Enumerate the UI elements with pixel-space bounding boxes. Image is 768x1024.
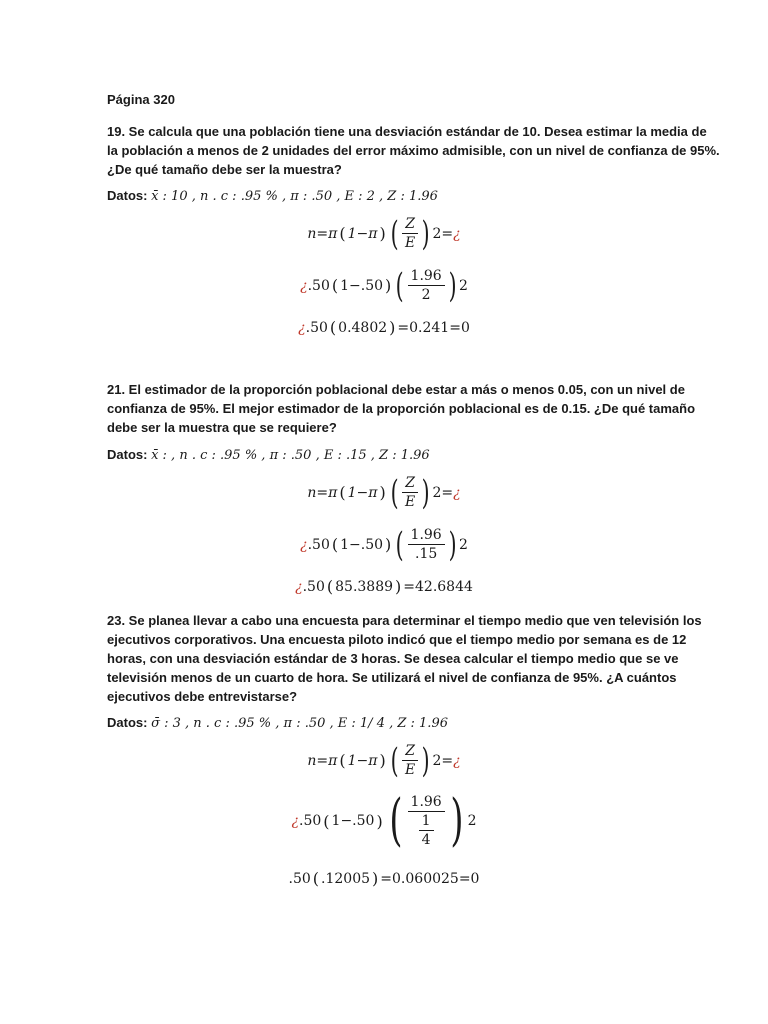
q21-equation-3: ¿ .50 ( 85.3889 ) =42.6844 <box>295 577 473 596</box>
question-23-text: 23. Se planea llevar a cabo una encuesta para determinar el tiempo medio que ven televisión los ejecutivos corporativos. Una encuesta piloto indicó que el tiempo medio por semana es de 12 horas, con una desviación estándar de 3 horas. Se desea calcular el tiempo medio que se ve televisión menos de un cuarto de hora. Se utilizará el nivel de confianza de 95%. ¿A cuántos ejecutivos debe entrevistarse? <box>107 613 702 704</box>
question-21-text: 21. El estimador de la proporción poblacional debe estar a más o menos 0.05, con un nivel de confianza de 95%. El mejor estimador de la proporción poblacional es de 0.15. ¿De qué tamaño debe ser la muestra que se requiere? <box>107 382 696 435</box>
question-19-datos: Datos: x̄ : 10 , n . c : .95 % , π : .50 , E : 2 , Z : 1.96 <box>107 188 438 204</box>
page-heading: Página 320 <box>107 92 175 107</box>
q19-eq1-fraction: $\frac{Z}{E}$ <box>402 215 418 252</box>
q19-equation-2: ¿ .50 ( 1−.50 ) ( $\frac{1.96}{2}$ ) 2 <box>300 265 468 306</box>
q19-equation-1: n=π ( 1−π ) ( $\frac{Z}{E}$ ) 2= ¿ <box>307 213 461 254</box>
question-19-text: 19. Se calcula que una población tiene una desviación estándar de 10. Desea estimar la media de la población a menos de 2 unidades del error máximo admisible, con un nivel de confianza de 95%. ¿De qué tamaño debe ser la muestra? <box>107 124 720 177</box>
q23-eq1-fraction: $\frac{Z}{E}$ <box>402 742 418 779</box>
q21-eq2-fraction: $\frac{1.96}{.15}$ <box>408 526 445 563</box>
question-21-datos: Datos: x̄ : , n . c : .95 % , π : .50 , E : .15 , Z : 1.96 <box>107 447 430 463</box>
q19-equation-3: ¿ .50 ( 0.4802 ) =0.241=0 <box>298 318 470 337</box>
q23-eq2-inner-fraction: $\frac{1}{4}$ <box>419 812 434 849</box>
q21-eq1-fraction: $\frac{Z}{E}$ <box>402 474 418 511</box>
q23-equation-3: .50 ( .12005 ) =0.060025=0 <box>288 869 480 888</box>
q19-eq2-fraction: $\frac{1.96}{2}$ <box>408 267 445 304</box>
q23-eq2-fraction: $\frac{1.96}{\frac{1}{4}}$ <box>408 793 445 849</box>
question-23-datos: Datos: σ̄ : 3 , n . c : .95 % , π : .50 , E : 1/ 4 , Z : 1.96 <box>107 715 448 731</box>
q21-equation-1: n=π ( 1−π ) ( $\frac{Z}{E}$ ) 2= ¿ <box>307 472 461 513</box>
q21-equation-2: ¿ .50 ( 1−.50 ) ( $\frac{1.96}{.15}$ ) 2 <box>300 524 468 565</box>
q23-equation-2: ¿ .50 ( 1−.50 ) ( $\frac{1.96}{\frac{1}{4}}$ ) 2 <box>291 788 477 853</box>
q23-equation-1: n=π ( 1−π ) ( $\frac{Z}{E}$ ) 2= ¿ <box>307 740 461 781</box>
